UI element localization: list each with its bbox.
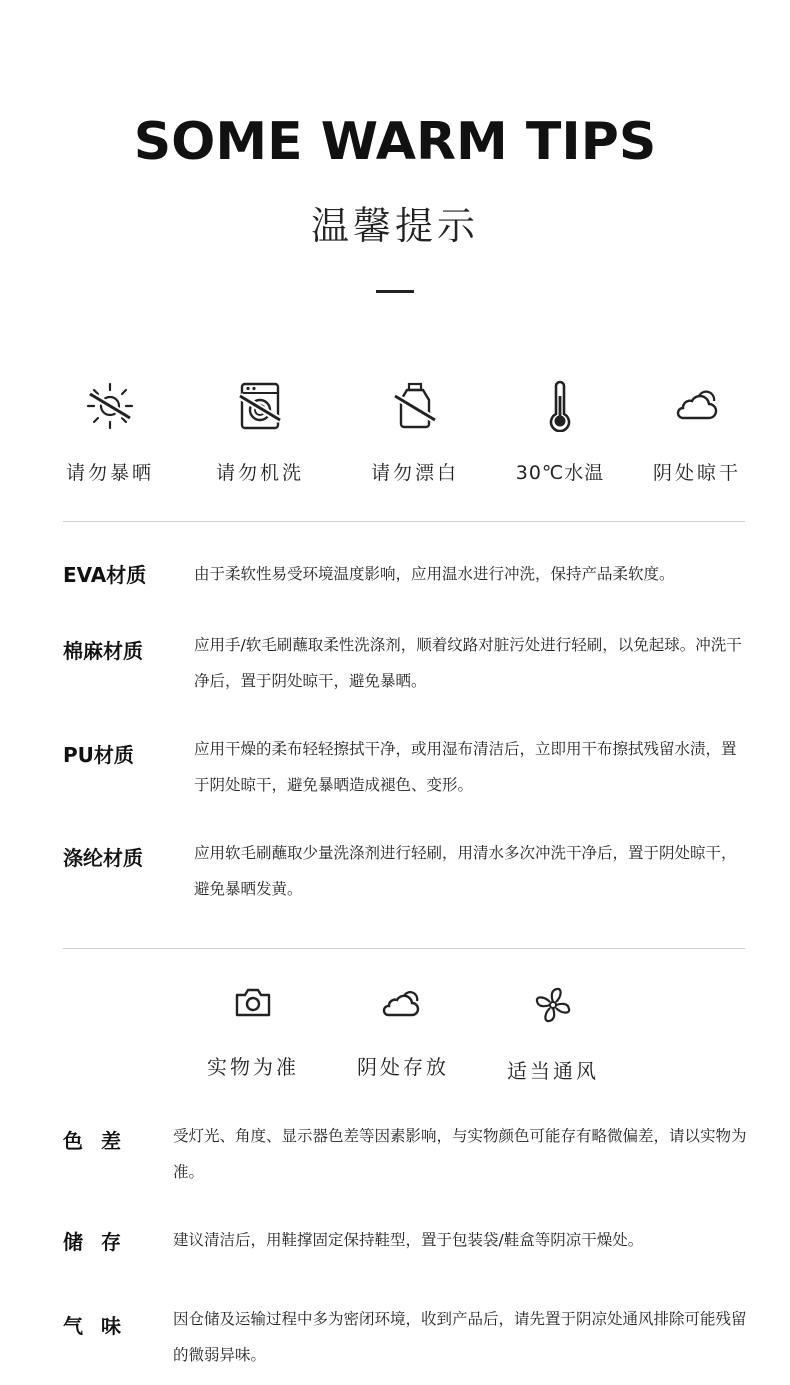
camera-icon [233,985,273,1021]
material-text-polyester: 应用软毛刷蘸取少量洗涤剂进行轻刷，用清水多次冲洗干净后，置于阴处晾干，避免暴晒发黄。 [194,844,737,898]
note-label-color-difference: 色差 [63,1129,139,1153]
note-text-storage: 建议清洁后，用鞋撑固定保持鞋型，置于包装袋/鞋盒等阴凉干燥处。 [173,1231,644,1249]
material-text-cotton-linen: 应用手/软毛刷蘸取柔性洗涤剂，顺着纹路对脏污处进行轻刷，以免起球。冲洗干净后，置于阴处晾干，避免暴晒。 [194,636,742,690]
note-label-odor: 气味 [63,1314,139,1338]
care-item-no-sun [40,380,180,485]
page-title: SOME WARM TIPS [133,112,657,172]
care-item-no-bleach [345,380,485,485]
notice-label: 实物为准 [207,1055,299,1079]
notice-item-actual-product [173,985,333,1080]
care-item-no-machine-wash [190,380,330,485]
divider [63,521,745,522]
page-subtitle: 温馨提示 [310,204,479,248]
care-label: 30℃水温 [515,462,605,484]
material-label-polyester: 涤纶材质 [63,846,143,870]
care-label: 请勿机洗 [215,462,304,484]
note-label-storage: 储存 [63,1230,139,1254]
thermometer-icon [534,380,586,432]
care-item-shade-dry [627,380,767,485]
care-label: 请勿漂白 [370,462,459,484]
material-text-pu: 应用干燥的柔布轻轻擦拭干净，或用湿布清洁后，立即用干布擦拭残留水渍，置于阴处晾干，避免暴晒造成褪色、变形。 [194,740,737,794]
no-sun-icon [84,380,136,432]
divider [63,948,745,949]
care-instructions-row [0,380,790,490]
note-text-odor: 因仓储及运输过程中多为密闭环境，收到产品后，请先置于阴凉处通风排除可能残留的微弱异味。 [173,1310,747,1364]
material-label-eva: EVA材质 [63,563,147,587]
notice-item-shade-storage [323,985,483,1080]
material-label-cotton-linen: 棉麻材质 [63,639,143,663]
cloud-icon [380,985,426,1021]
care-item-water-temp [490,380,630,485]
fan-icon [533,985,573,1025]
material-label-pu: PU材质 [63,743,134,767]
title-divider [376,290,414,293]
notice-item-ventilation [473,985,633,1084]
note-text-color-difference: 受灯光、角度、显示器色差等因素影响，与实物颜色可能存有略微偏差，请以实物为准。 [173,1127,747,1181]
no-bleach-icon [389,380,441,432]
material-text-eva: 由于柔软性易受环境温度影响，应用温水进行冲洗，保持产品柔软度。 [194,565,675,583]
no-machine-wash-icon [234,380,286,432]
notice-label: 阴处存放 [357,1055,449,1079]
notice-label: 适当通风 [507,1059,599,1083]
cloud-icon [671,380,723,432]
care-label: 请勿暴晒 [65,462,154,484]
care-label: 阴处晾干 [652,462,741,484]
